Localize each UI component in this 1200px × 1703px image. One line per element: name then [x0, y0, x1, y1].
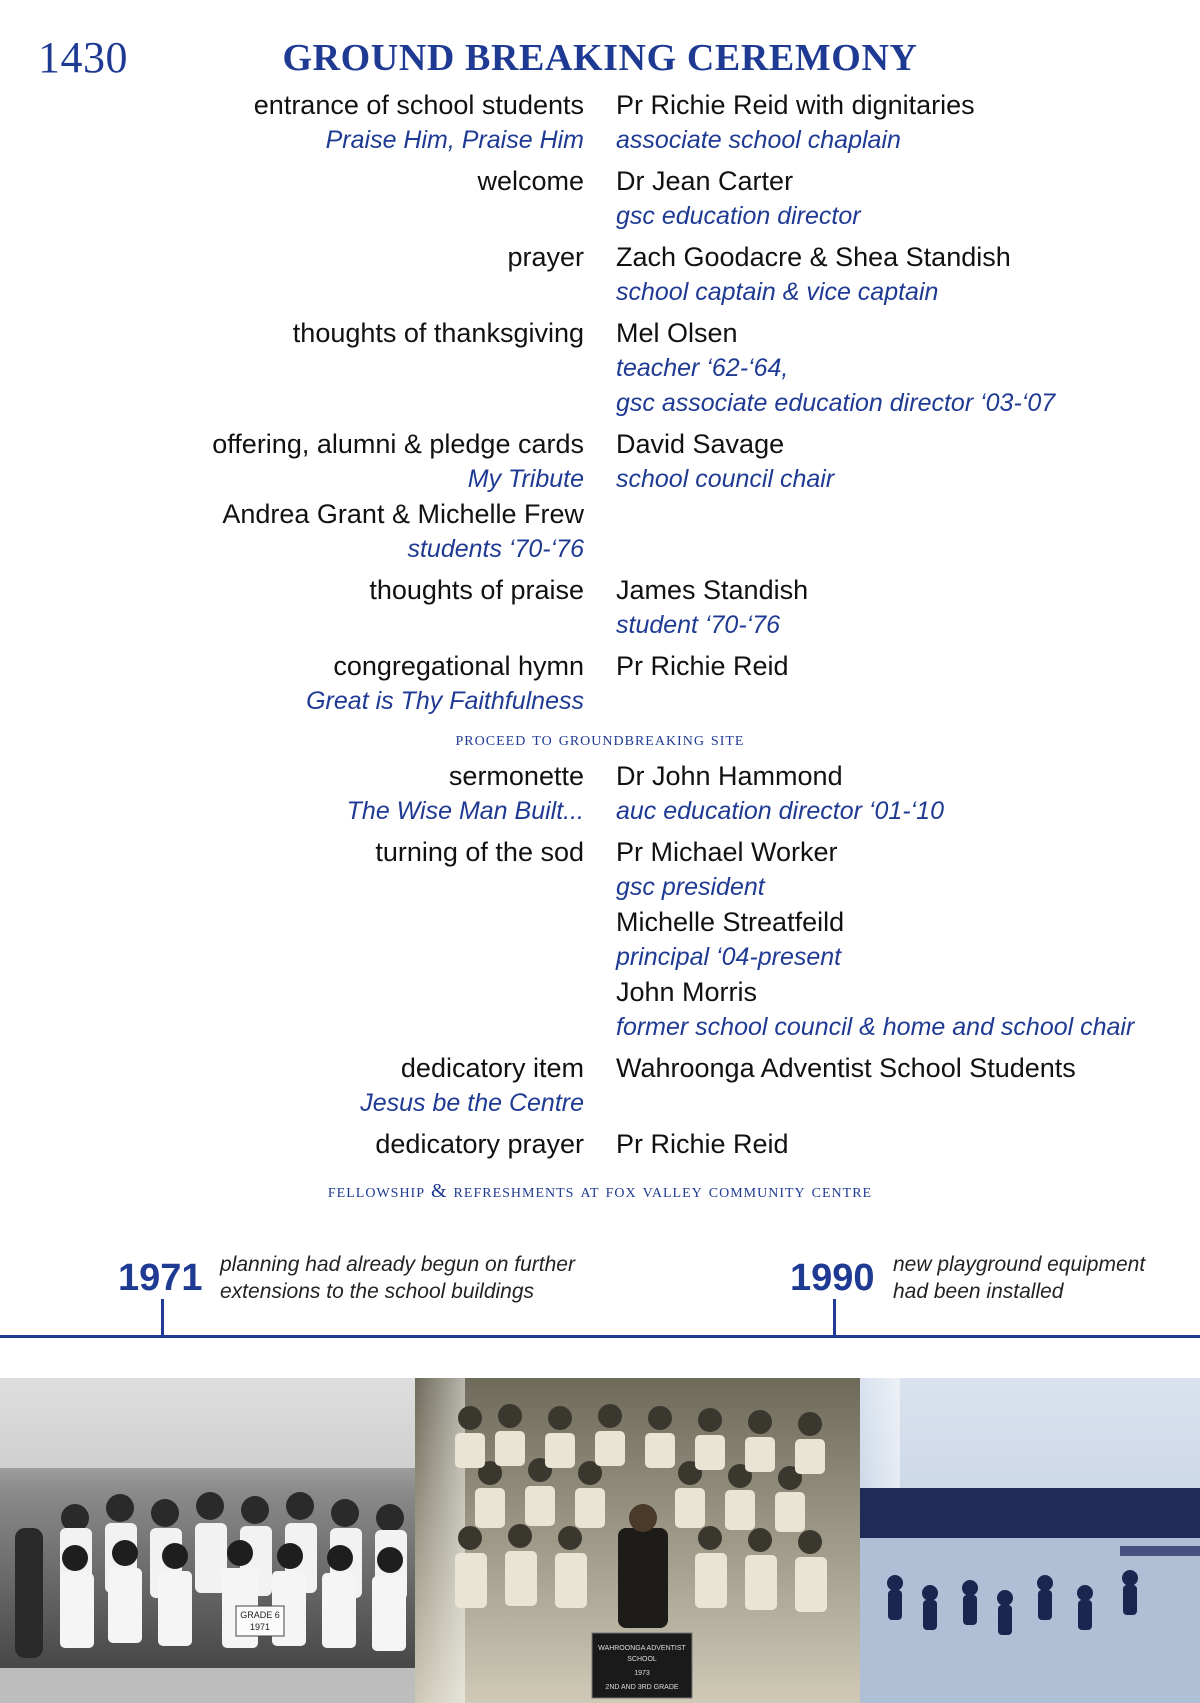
item-person: Pr Michael Worker	[616, 837, 838, 867]
item-label: thoughts of thanksgiving	[292, 318, 584, 348]
program	[0, 88, 1200, 1162]
timeline-year-1971: 1971	[118, 1257, 203, 1299]
program-item-entrance	[0, 88, 1200, 158]
item-performers: Andrea Grant & Michelle Frew	[222, 499, 584, 529]
item-label: offering, alumni & pledge cards	[212, 429, 584, 459]
item-role: principal ‘04-present	[616, 943, 842, 971]
proceed-note: proceed to groundbreaking site	[455, 728, 745, 750]
plaque-class: 2ND AND 3RD GRADE	[605, 1684, 679, 1691]
item-label: welcome	[477, 166, 584, 196]
program-item-thanksgiving	[0, 316, 1200, 421]
item-role: former school council & home and school chair	[616, 1013, 1135, 1041]
item-song: Jesus be the Centre	[360, 1089, 584, 1117]
item-song: Praise Him, Praise Him	[325, 126, 584, 154]
timeline-year-1990: 1990	[790, 1257, 875, 1299]
item-person: Dr Jean Carter	[616, 166, 794, 196]
timeline-tick	[161, 1299, 164, 1337]
item-label: entrance of school students	[253, 90, 584, 120]
item-label: prayer	[507, 242, 584, 272]
item-label: turning of the sod	[375, 837, 584, 867]
item-person: Dr John Hammond	[616, 761, 843, 791]
program-item-dedicatory-prayer	[0, 1127, 1200, 1162]
plaque-school: WAHROONGA ADVENTIST	[598, 1645, 686, 1652]
page-title: GROUND BREAKING CEREMONY	[282, 37, 918, 79]
timeline-text-1990	[893, 1251, 1145, 1305]
time-label: 1430	[38, 33, 128, 82]
item-role: school council chair	[616, 465, 835, 493]
program-item-sod	[0, 835, 1200, 1045]
item-label: dedicatory prayer	[375, 1129, 584, 1159]
item-person: David Savage	[616, 429, 785, 459]
timeline-text-line: extensions to the school buildings	[220, 1280, 535, 1303]
item-person: Pr Richie Reid	[616, 1129, 789, 1159]
item-role: gsc education director	[616, 202, 861, 230]
item-person: Pr Richie Reid with dignitaries	[616, 90, 975, 120]
item-label: dedicatory item	[400, 1053, 584, 1083]
item-label: sermonette	[448, 761, 584, 791]
item-role: school captain & vice captain	[616, 278, 939, 306]
item-song: Great is Thy Faithfulness	[306, 687, 584, 715]
item-role: associate school chaplain	[616, 126, 901, 154]
grade-sign-year: 1971	[249, 1622, 271, 1632]
item-label: congregational hymn	[333, 651, 584, 681]
program-item-offering	[0, 427, 1200, 567]
item-role: gsc associate education director ‘03-‘07	[616, 389, 1056, 417]
program-item-welcome	[0, 164, 1200, 234]
timeline-axis	[0, 1335, 1200, 1338]
item-role: student ‘70-‘76	[616, 611, 781, 639]
timeline-text-line: new playground equipment	[893, 1253, 1146, 1276]
item-song: The Wise Man Built...	[346, 797, 584, 825]
timeline-text-1971	[220, 1251, 575, 1305]
item-performers-role: students ‘70-‘76	[407, 535, 584, 563]
item-person: Zach Goodacre & Shea Standish	[616, 242, 1011, 272]
grade-sign-label: GRADE 6	[240, 1610, 280, 1620]
item-person: Wahroonga Adventist School Students	[616, 1053, 1076, 1083]
timeline-text-line: had been installed	[893, 1280, 1064, 1303]
timeline-text-line: planning had already begun on further	[220, 1253, 575, 1276]
item-role: auc education director ‘01-‘10	[616, 797, 944, 825]
item-person: James Standish	[616, 575, 809, 605]
item-person: Michelle Streatfeild	[616, 907, 845, 937]
item-person: Mel Olsen	[616, 318, 738, 348]
photo-collage-image	[0, 1378, 1200, 1703]
fellowship-note: fellowship & refreshments at fox valley community centre	[327, 1180, 873, 1202]
program-item-prayer	[0, 240, 1200, 310]
timeline-tick	[833, 1299, 836, 1337]
program-item-hymn	[0, 649, 1200, 719]
plaque-sub: SCHOOL	[627, 1656, 657, 1663]
item-person: John Morris	[616, 977, 758, 1007]
item-role: teacher ‘62-‘64,	[616, 354, 789, 382]
program-item-praise	[0, 573, 1200, 643]
item-label: thoughts of praise	[369, 575, 584, 605]
program-item-sermonette	[0, 759, 1200, 829]
item-person: Pr Richie Reid	[616, 651, 789, 681]
program-item-dedicatory-item	[0, 1051, 1200, 1121]
photo-collage	[0, 1378, 1200, 1703]
item-role: gsc president	[616, 873, 765, 901]
plaque-year: 1973	[634, 1670, 650, 1677]
item-song: My Tribute	[467, 465, 584, 493]
